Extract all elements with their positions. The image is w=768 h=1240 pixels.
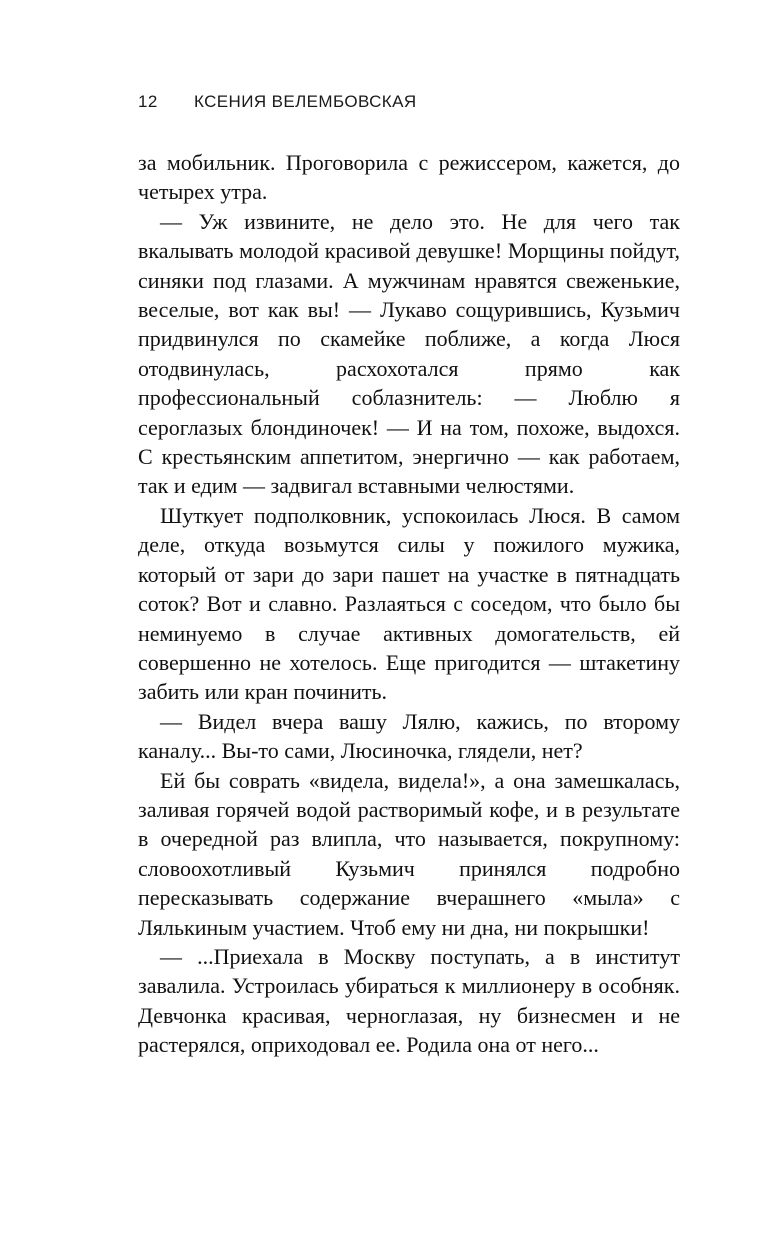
paragraph-1: за мобильник. Проговорила с режиссером, кажется, до четырех утра. (138, 150, 680, 205)
author-name: КСЕНИЯ ВЕЛЕМБОВСКАЯ (194, 92, 417, 111)
page-number: 12 (138, 92, 158, 111)
paragraph-6: — ...Приехала в Москву поступать, а в институт завалила. Устроилась убираться к миллионеру в особняк. Девчонка красивая, черноглазая, ну бизнесмен и не растерялся, оприходовал ее. Родила она от него... (138, 943, 680, 1058)
paragraph-3: Шуткует подполковник, успокоилась Люся. В самом деле, откуда возьмутся силы у пожилого мужика, который от зари до зари пашет на участке в пятнадцать соток? Вот и славно. Разлаяться с соседом, что было бы неминуемо в случае активных домогательств, ей совершенно не хотелось. Еще пригодится — штакетину забить или кран починить. (138, 502, 680, 705)
running-header (138, 92, 417, 112)
paragraph-5: Ей бы соврать «видела, видела!», а она замешкалась, заливая горячей водой растворимый кофе, и в результате в очередной раз влипла, что называется, покрупному: словоохотливый Кузьмич принялся подробно пересказывать содержание вчерашнего «мыла» с Лялькиным участием. Чтоб ему ни дна, ни покрышки! (138, 767, 680, 940)
body-text (138, 148, 680, 1060)
paragraph-2: — Уж извините, не дело это. Не для чего так вкалывать молодой красивой девушке! Морщины пойдут, синяки под глазами. А мужчинам нравятся свеженькие, веселые, вот как вы! — Лукаво сощурившись, Кузьмич придвинулся по скамейке поближе, а когда Люся отодвинулась, расхохотался прямо как профессиональный соблазнитель: — Люблю я сероглазых блондиночек! — И на том, похоже, выдохся. С крестьянским аппетитом, энергично — как работаем, так и едим — задвигал вставными челюстями. (138, 208, 680, 499)
paragraph-4: — Видел вчера вашу Лялю, кажись, по второму каналу... Вы-то сами, Люсиночка, глядели, нет? (138, 708, 680, 764)
